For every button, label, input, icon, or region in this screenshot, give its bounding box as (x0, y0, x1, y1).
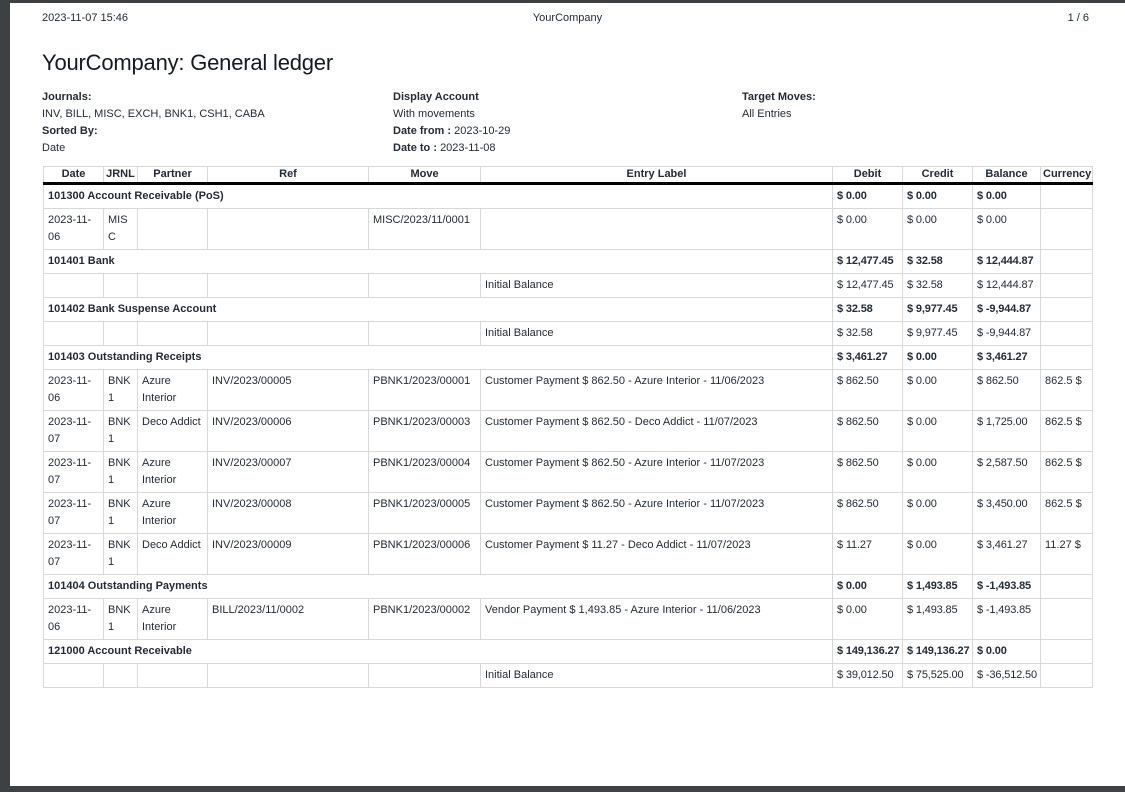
account-total-row (44, 298, 1093, 322)
cell-currency: 862.5 $ (1041, 411, 1093, 452)
cell-credit: $ 0.00 (903, 346, 973, 370)
cell-ref: INV/2023/00006 (208, 411, 369, 452)
cell-journal: BNK1 (104, 599, 138, 640)
cell-journal: BNK1 (104, 493, 138, 534)
cell-entry-label (481, 209, 833, 250)
cell-move (369, 322, 481, 346)
cell-move: PBNK1/2023/00002 (369, 599, 481, 640)
cell-debit: $ 862.50 (833, 411, 903, 452)
account-total-row (44, 346, 1093, 370)
move-line-row (44, 493, 1093, 534)
cell-partner: Deco Addict (138, 534, 208, 575)
cell-currency (1041, 184, 1093, 209)
cell-credit: $ 0.00 (903, 452, 973, 493)
running-header-timestamp: 2023-11-07 15:46 (42, 12, 129, 24)
cell-credit: $ 9,977.45 (903, 322, 973, 346)
cell-debit: $ 149,136.27 (833, 640, 903, 664)
cell-account-name: 101300 Account Receivable (PoS) (44, 184, 833, 209)
cell-date: 2023-11-07 (44, 534, 104, 575)
cell-debit: $ 12,477.45 (833, 250, 903, 274)
cell-partner: Azure Interior (138, 493, 208, 534)
column-header-move: Move (369, 167, 481, 184)
cell-move: PBNK1/2023/00003 (369, 411, 481, 452)
cell-entry-label: Customer Payment $ 862.50 - Azure Interior - 11/07/2023 (481, 493, 833, 534)
filters-col-target (742, 89, 1125, 157)
cell-currency (1041, 640, 1093, 664)
cell-move: PBNK1/2023/00005 (369, 493, 481, 534)
cell-currency: 11.27 $ (1041, 534, 1093, 575)
cell-currency (1041, 274, 1093, 298)
initial-balance-row (44, 664, 1093, 688)
cell-currency (1041, 250, 1093, 274)
cell-credit: $ 0.00 (903, 184, 973, 209)
cell-ref (208, 274, 369, 298)
cell-credit: $ 0.00 (903, 411, 973, 452)
cell-partner: Azure Interior (138, 599, 208, 640)
cell-ref: INV/2023/00007 (208, 452, 369, 493)
cell-partner: Azure Interior (138, 452, 208, 493)
cell-credit: $ 0.00 (903, 493, 973, 534)
cell-journal (104, 664, 138, 688)
cell-account-name: 101401 Bank (44, 250, 833, 274)
report-page (10, 3, 1125, 786)
move-line-row (44, 370, 1093, 411)
cell-debit: $ 0.00 (833, 209, 903, 250)
cell-move (369, 664, 481, 688)
cell-credit: $ 32.58 (903, 274, 973, 298)
table-header-row (44, 167, 1093, 184)
cell-balance: $ 2,587.50 (973, 452, 1041, 493)
initial-balance-row (44, 274, 1093, 298)
column-header-currency: Currency (1041, 167, 1093, 184)
display-account-label: Display Account (393, 91, 479, 103)
filters-col-display (393, 89, 742, 157)
date-from-label: Date from : (393, 125, 452, 137)
cell-balance: $ -1,493.85 (973, 575, 1041, 599)
running-header-company: YourCompany (532, 12, 603, 24)
cell-debit: $ 862.50 (833, 493, 903, 534)
cell-date: 2023-11-07 (44, 411, 104, 452)
cell-entry-label: Customer Payment $ 11.27 - Deco Addict - 11/07/2023 (481, 534, 833, 575)
cell-entry-label: Customer Payment $ 862.50 - Azure Interior - 11/06/2023 (481, 370, 833, 411)
journals-label: Journals: (42, 91, 92, 103)
cell-entry-label: Customer Payment $ 862.50 - Deco Addict - 11/07/2023 (481, 411, 833, 452)
account-total-row (44, 575, 1093, 599)
display-account-value: With movements (393, 108, 475, 120)
cell-balance: $ 3,461.27 (973, 534, 1041, 575)
account-total-row (44, 640, 1093, 664)
page-title: YourCompany: General ledger (42, 50, 333, 75)
cell-partner (138, 209, 208, 250)
cell-debit: $ 862.50 (833, 370, 903, 411)
cell-currency (1041, 575, 1093, 599)
cell-balance: $ 3,461.27 (973, 346, 1041, 370)
account-total-row (44, 184, 1093, 209)
date-to-value: 2023-11-08 (440, 142, 496, 154)
column-header-ref: Ref (208, 167, 369, 184)
filters-block (42, 89, 1125, 157)
cell-move: MISC/2023/11/0001 (369, 209, 481, 250)
cell-entry-label: Initial Balance (481, 322, 833, 346)
cell-partner (138, 322, 208, 346)
cell-date: 2023-11-06 (44, 599, 104, 640)
cell-ref: INV/2023/00008 (208, 493, 369, 534)
date-to-line (393, 140, 742, 157)
cell-debit: $ 862.50 (833, 452, 903, 493)
cell-partner (138, 274, 208, 298)
cell-ref (208, 322, 369, 346)
cell-balance: $ 12,444.87 (973, 250, 1041, 274)
cell-ref (208, 209, 369, 250)
cell-debit: $ 32.58 (833, 322, 903, 346)
column-header-entry-label: Entry Label (481, 167, 833, 184)
cell-currency (1041, 298, 1093, 322)
cell-balance: $ 12,444.87 (973, 274, 1041, 298)
cell-credit: $ 1,493.85 (903, 599, 973, 640)
cell-date: 2023-11-07 (44, 493, 104, 534)
cell-credit: $ 0.00 (903, 209, 973, 250)
move-line-row (44, 452, 1093, 493)
date-from-line (393, 123, 742, 140)
cell-journal: BNK1 (104, 370, 138, 411)
cell-journal: BNK1 (104, 534, 138, 575)
cell-balance: $ 1,725.00 (973, 411, 1041, 452)
cell-currency (1041, 209, 1093, 250)
cell-ref (208, 664, 369, 688)
cell-entry-label: Customer Payment $ 862.50 - Azure Interior - 11/07/2023 (481, 452, 833, 493)
cell-journal: BNK1 (104, 452, 138, 493)
cell-entry-label: Initial Balance (481, 274, 833, 298)
account-total-row (44, 250, 1093, 274)
cell-balance: $ -9,944.87 (973, 298, 1041, 322)
cell-entry-label: Initial Balance (481, 664, 833, 688)
cell-date (44, 664, 104, 688)
cell-credit: $ 149,136.27 (903, 640, 973, 664)
cell-date: 2023-11-07 (44, 452, 104, 493)
move-line-row (44, 411, 1093, 452)
cell-debit: $ 11.27 (833, 534, 903, 575)
cell-balance: $ -36,512.50 (973, 664, 1041, 688)
cell-date: 2023-11-06 (44, 370, 104, 411)
cell-currency (1041, 599, 1093, 640)
cell-debit: $ 0.00 (833, 599, 903, 640)
cell-partner: Azure Interior (138, 370, 208, 411)
cell-debit: $ 0.00 (833, 575, 903, 599)
cell-debit: $ 12,477.45 (833, 274, 903, 298)
date-to-label: Date to : (393, 142, 437, 154)
cell-move: PBNK1/2023/00006 (369, 534, 481, 575)
cell-currency (1041, 346, 1093, 370)
column-header-credit: Credit (903, 167, 973, 184)
cell-balance: $ 0.00 (973, 640, 1041, 664)
cell-date (44, 322, 104, 346)
cell-journal (104, 274, 138, 298)
cell-move: PBNK1/2023/00001 (369, 370, 481, 411)
cell-debit: $ 39,012.50 (833, 664, 903, 688)
cell-entry-label: Vendor Payment $ 1,493.85 - Azure Interior - 11/06/2023 (481, 599, 833, 640)
journals-value: INV, BILL, MISC, EXCH, BNK1, CSH1, CABA (42, 108, 265, 120)
cell-currency (1041, 322, 1093, 346)
page-indicator: 1 / 6 (1067, 12, 1089, 24)
date-from-value: 2023-10-29 (454, 125, 511, 137)
cell-credit: $ 0.00 (903, 534, 973, 575)
move-line-row (44, 209, 1093, 250)
column-header-date: Date (44, 167, 104, 184)
target-moves-value: All Entries (742, 108, 792, 120)
sorted-by-label: Sorted By: (42, 125, 98, 137)
cell-currency-absent (1041, 664, 1093, 688)
move-line-row (44, 599, 1093, 640)
cell-debit: $ 3,461.27 (833, 346, 903, 370)
cell-balance: $ -9,944.87 (973, 322, 1041, 346)
running-header (10, 3, 1125, 25)
column-header-partner: Partner (138, 167, 208, 184)
cell-balance: $ 3,450.00 (973, 493, 1041, 534)
cell-ref: INV/2023/00005 (208, 370, 369, 411)
sorted-by-value: Date (42, 142, 66, 154)
general-ledger-table (43, 166, 1093, 688)
target-moves-label: Target Moves: (742, 91, 816, 103)
cell-credit: $ 9,977.45 (903, 298, 973, 322)
cell-credit: $ 0.00 (903, 370, 973, 411)
cell-date (44, 274, 104, 298)
cell-debit: $ 32.58 (833, 298, 903, 322)
cell-journal: BNK1 (104, 411, 138, 452)
cell-ref: INV/2023/00009 (208, 534, 369, 575)
cell-journal: MISC (104, 209, 138, 250)
cell-balance: $ 0.00 (973, 184, 1041, 209)
initial-balance-row (44, 322, 1093, 346)
cell-debit: $ 0.00 (833, 184, 903, 209)
cell-account-name: 101403 Outstanding Receipts (44, 346, 833, 370)
cell-currency: 862.5 $ (1041, 493, 1093, 534)
cell-balance: $ 862.50 (973, 370, 1041, 411)
cell-account-name: 101404 Outstanding Payments (44, 575, 833, 599)
cell-journal (104, 322, 138, 346)
cell-account-name: 101402 Bank Suspense Account (44, 298, 833, 322)
column-header-jrnl: JRNL (104, 167, 138, 184)
cell-currency: 862.5 $ (1041, 370, 1093, 411)
cell-ref: BILL/2023/11/0002 (208, 599, 369, 640)
cell-credit: $ 75,525.00 (903, 664, 973, 688)
cell-balance: $ 0.00 (973, 209, 1041, 250)
move-line-row (44, 534, 1093, 575)
cell-balance: $ -1,493.85 (973, 599, 1041, 640)
column-header-debit: Debit (833, 167, 903, 184)
cell-move (369, 274, 481, 298)
cell-credit: $ 32.58 (903, 250, 973, 274)
cell-credit: $ 1,493.85 (903, 575, 973, 599)
cell-move: PBNK1/2023/00004 (369, 452, 481, 493)
cell-partner (138, 664, 208, 688)
cell-partner: Deco Addict (138, 411, 208, 452)
cell-account-name: 121000 Account Receivable (44, 640, 833, 664)
cell-date: 2023-11-06 (44, 209, 104, 250)
column-header-balance: Balance (973, 167, 1041, 184)
cell-currency: 862.5 $ (1041, 452, 1093, 493)
filters-col-journals (42, 89, 393, 157)
